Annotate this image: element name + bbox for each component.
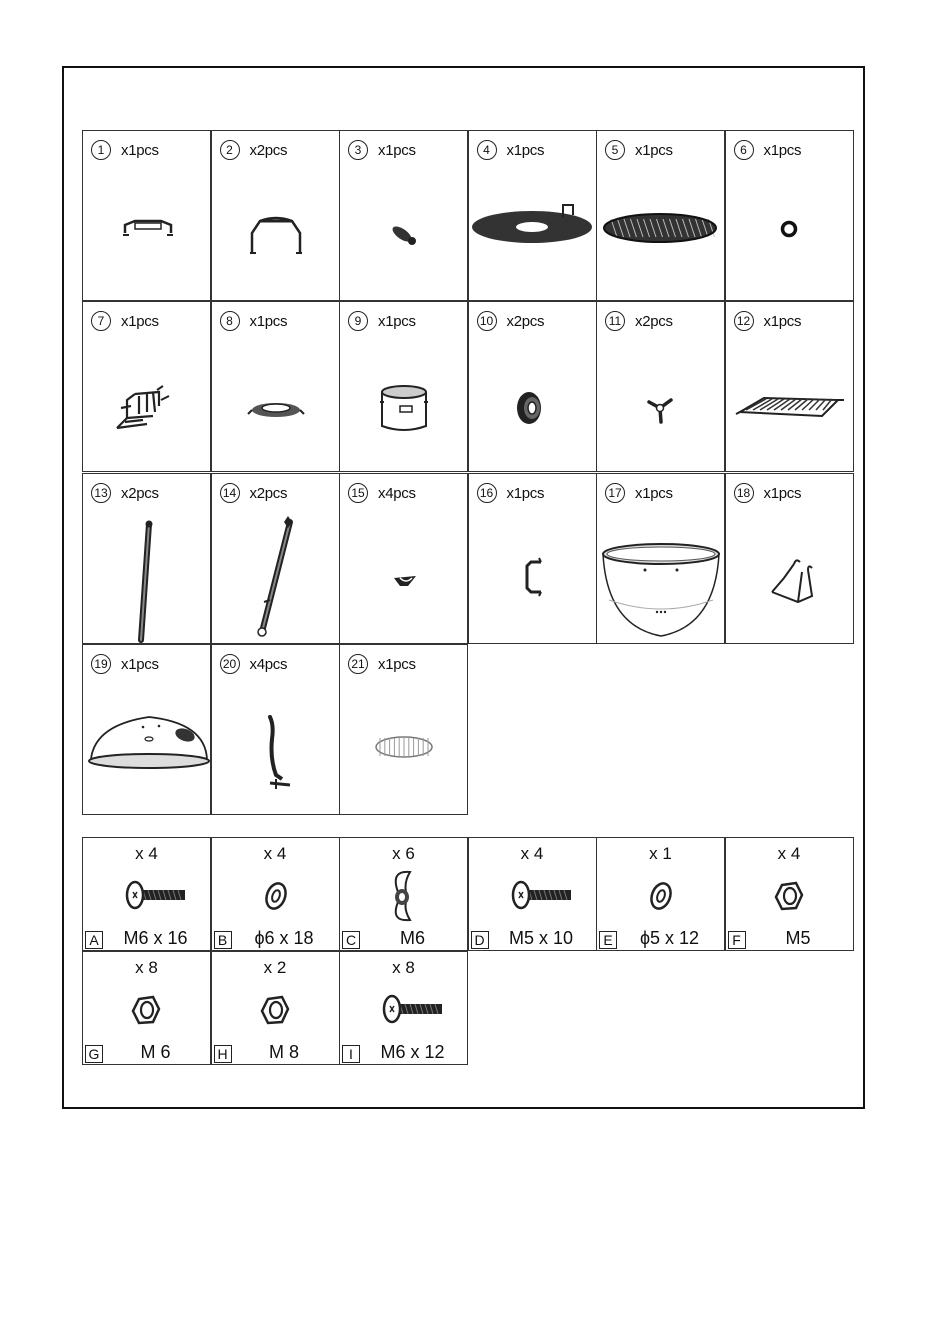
bracket-frame-icon bbox=[83, 336, 210, 471]
hardware-quantity: x 4 bbox=[263, 844, 287, 863]
part-cell-7 bbox=[82, 301, 211, 472]
clip-icon bbox=[340, 508, 467, 643]
handle-icon bbox=[83, 165, 210, 300]
part-number: 9 bbox=[348, 311, 368, 331]
hardware-quantity: x 4 bbox=[777, 844, 801, 863]
support-arm-icon bbox=[212, 679, 339, 814]
charcoal-grate-icon bbox=[469, 165, 596, 300]
hex-nut-icon bbox=[212, 980, 339, 1040]
part-cell-12 bbox=[725, 301, 854, 472]
part-number: 20 bbox=[220, 654, 240, 674]
wing-nut-icon bbox=[340, 866, 467, 926]
part-cell-16 bbox=[468, 473, 597, 644]
washer-icon bbox=[597, 866, 724, 926]
small-bracket-icon bbox=[469, 508, 596, 643]
part-cell-20 bbox=[211, 644, 340, 815]
hardware-quantity: x 6 bbox=[392, 844, 415, 863]
hex-nut-icon bbox=[83, 980, 210, 1040]
part-number: 10 bbox=[477, 311, 497, 331]
wheel-icon bbox=[469, 336, 596, 471]
part-number: 12 bbox=[734, 311, 754, 331]
hardware-size: M5 bbox=[785, 928, 811, 948]
vent-plate-icon bbox=[212, 336, 339, 471]
part-number: 16 bbox=[477, 483, 497, 503]
part-cell-21 bbox=[339, 644, 468, 815]
hardware-cell-H bbox=[211, 951, 340, 1065]
part-number: 17 bbox=[605, 483, 625, 503]
hardware-letter: E bbox=[599, 931, 617, 949]
hardware-letter: C bbox=[342, 931, 360, 949]
part-cell-8 bbox=[211, 301, 340, 472]
vent-knob-icon bbox=[340, 165, 467, 300]
hardware-cell-A bbox=[82, 837, 211, 951]
part-quantity: x2pcs bbox=[249, 142, 288, 159]
hardware-letter: B bbox=[214, 931, 232, 949]
part-quantity: x4pcs bbox=[249, 655, 288, 673]
part-cell-3 bbox=[339, 130, 468, 301]
hardware-quantity: x 4 bbox=[135, 844, 158, 863]
part-number: 13 bbox=[91, 483, 111, 503]
part-number: 7 bbox=[91, 311, 111, 331]
part-cell-1 bbox=[82, 130, 211, 301]
part-quantity: x1pcs bbox=[506, 142, 545, 159]
leg-connector-icon bbox=[597, 336, 724, 471]
hex-nut-icon bbox=[726, 866, 853, 926]
hardware-cell-E bbox=[596, 837, 725, 951]
part-quantity: x2pcs bbox=[121, 484, 159, 502]
bolt-icon bbox=[83, 866, 210, 926]
hardware-size: ϕ5 x 12 bbox=[639, 928, 700, 948]
part-quantity: x2pcs bbox=[506, 313, 545, 331]
part-cell-5 bbox=[596, 130, 725, 301]
part-cell-11 bbox=[596, 301, 725, 472]
lid-hanger-icon bbox=[726, 508, 853, 643]
part-number: 8 bbox=[220, 311, 240, 331]
part-cell-6 bbox=[725, 130, 854, 301]
hardware-quantity: x 2 bbox=[263, 958, 287, 977]
part-quantity: x1pcs bbox=[249, 313, 288, 331]
part-cell-9 bbox=[339, 301, 468, 472]
part-quantity: x1pcs bbox=[121, 313, 159, 331]
part-quantity: x1pcs bbox=[378, 142, 416, 159]
hardware-letter: A bbox=[85, 931, 103, 949]
part-number: 14 bbox=[220, 483, 240, 503]
part-quantity: x1pcs bbox=[763, 484, 802, 502]
hardware-size: M6 x 12 bbox=[380, 1042, 445, 1062]
part-cell-4 bbox=[468, 130, 597, 301]
ash-pan-icon bbox=[340, 336, 467, 471]
hardware-cell-I bbox=[339, 951, 468, 1065]
warming-rack-icon bbox=[726, 336, 853, 471]
cooking-grate-icon bbox=[597, 165, 724, 300]
part-quantity: x1pcs bbox=[635, 142, 673, 159]
hardware-cell-F bbox=[725, 837, 854, 951]
round-grid-icon bbox=[340, 679, 467, 814]
part-quantity: x2pcs bbox=[249, 484, 288, 502]
part-quantity: x1pcs bbox=[121, 655, 159, 673]
hardware-size: M6 bbox=[399, 928, 425, 948]
hardware-size: M 6 bbox=[140, 1042, 171, 1062]
part-number: 6 bbox=[734, 140, 754, 160]
hardware-cell-G bbox=[82, 951, 211, 1065]
part-number: 3 bbox=[348, 140, 368, 160]
part-number: 18 bbox=[734, 483, 754, 503]
bolt-icon bbox=[340, 980, 467, 1040]
hardware-quantity: x 8 bbox=[135, 958, 158, 977]
hardware-quantity: x 8 bbox=[392, 958, 415, 977]
part-cell-13 bbox=[82, 473, 211, 644]
hardware-letter: F bbox=[728, 931, 746, 949]
part-cell-10 bbox=[468, 301, 597, 472]
part-number: 21 bbox=[348, 654, 368, 674]
hardware-cell-D bbox=[468, 837, 597, 951]
part-number: 11 bbox=[605, 311, 625, 331]
hardware-cell-C bbox=[339, 837, 468, 951]
part-cell-2 bbox=[211, 130, 340, 301]
part-quantity: x1pcs bbox=[635, 484, 673, 502]
part-number: 2 bbox=[220, 140, 240, 160]
hardware-size: ϕ6 x 18 bbox=[254, 928, 314, 948]
hardware-letter: D bbox=[471, 931, 489, 949]
part-cell-18 bbox=[725, 473, 854, 644]
hardware-size: M6 x 16 bbox=[123, 928, 188, 948]
part-cell-15 bbox=[339, 473, 468, 644]
part-quantity: x1pcs bbox=[378, 313, 416, 331]
part-quantity: x1pcs bbox=[763, 142, 802, 159]
leg-icon bbox=[83, 508, 210, 643]
bowl-icon bbox=[597, 508, 724, 643]
part-quantity: x1pcs bbox=[121, 142, 159, 159]
bolt-icon bbox=[469, 866, 596, 926]
part-quantity: x1pcs bbox=[763, 313, 802, 331]
part-quantity: x4pcs bbox=[378, 484, 416, 502]
hardware-quantity: x 1 bbox=[649, 844, 672, 863]
part-cell-14 bbox=[211, 473, 340, 644]
part-cell-19 bbox=[82, 644, 211, 815]
hardware-size: M5 x 10 bbox=[508, 928, 574, 948]
part-number: 5 bbox=[605, 140, 625, 160]
washer-icon bbox=[212, 866, 339, 926]
lid-icon bbox=[83, 679, 210, 814]
part-number: 15 bbox=[348, 483, 368, 503]
wheel-leg-icon bbox=[212, 508, 339, 643]
part-number: 19 bbox=[91, 654, 111, 674]
hardware-letter: H bbox=[214, 1045, 232, 1063]
hardware-quantity: x 4 bbox=[520, 844, 544, 863]
hardware-cell-B bbox=[211, 837, 340, 951]
part-quantity: x2pcs bbox=[635, 313, 673, 331]
hardware-letter: I bbox=[342, 1045, 360, 1063]
part-quantity: x1pcs bbox=[378, 655, 416, 673]
part-cell-17 bbox=[596, 473, 725, 644]
ring-icon bbox=[726, 165, 853, 300]
part-quantity: x1pcs bbox=[506, 484, 545, 502]
hardware-size: M 8 bbox=[268, 1042, 299, 1062]
part-number: 1 bbox=[91, 140, 111, 160]
hardware-letter: G bbox=[85, 1045, 103, 1063]
hinge-bracket-icon bbox=[212, 165, 339, 300]
part-number: 4 bbox=[477, 140, 497, 160]
